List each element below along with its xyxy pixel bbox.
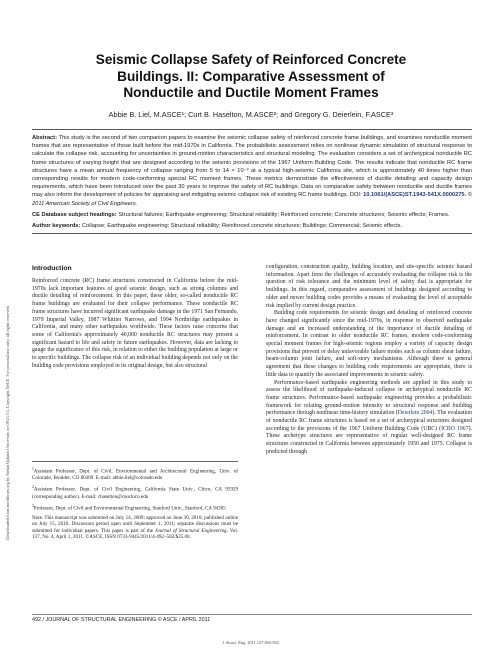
- footnote-1: $^1$Assistant Professor, Dept. of Civil, Environmental and Architectural Engineering, Univ. of Colorado, Boulder, CO 80309. E-mail: abbie.liel@colorado.edu: [32, 467, 238, 482]
- footnote-2: $^2$Assistant Professor, Dept. of Civil Engineering, California State Univ., Chico, CA 95929 (corresponding author). E-mail: chaselton@csuchico.edu: [32, 485, 238, 500]
- right-column: [266, 264, 472, 457]
- author-list: Abbie B. Liel, M.ASCE¹; Curt B. Haselton, M.ASCE²; and Gregory G. Deierlein, F.ASCE³: [108, 110, 394, 119]
- author-keywords: [32, 222, 472, 230]
- left-column: [32, 264, 238, 370]
- subject-headings: [32, 211, 472, 219]
- section-heading-introduction: Introduction: [32, 265, 72, 272]
- intro-paragraph-1: Reinforced concrete (RC) frame structures constructed in California before the mid-1970s lack important features of good seismic design, such as strong columns and ductile detailing of reinforcement. In this paper, these older, so-called nonductile RC frame buildings are evaluated for their collapse performance. These nonductile RC frame structures have incurred significant earthquake damage in the 1971 San Fernando, 1979 Imperial Valley, 1987 Whittier Narrows, and 1994 Northridge earthquakes in California, and many other earthquakes worldwide. These factors raise concerns that some of California's approximately 40,000 nonductile RC structures may present a significant hazard to life and safety in future earthquakes. However, data are lacking to gauge the significance of this risk, in relation to either the building population at large or to specific buildings. The collapse risk of an individual building depends not only on the building code provisions employed in its original design, but also structural: [32, 278, 238, 369]
- journal-name: Journal of Structural Engineering: [155, 527, 227, 534]
- footnote-3: $^3$Professor, Dept. of Civil and Environmental Engineering, Stanford Univ., Stanford, CA 94305: [32, 503, 226, 512]
- abstract: [32, 134, 472, 208]
- paper-title: [30, 52, 472, 102]
- subject-headings-label: CE Database subject headings:: [32, 211, 117, 218]
- subject-headings-text: Structural failures; Earthquake engineering; Structural reliability; Reinforced concrete; Concrete structures; Seismic effects; Frames.: [118, 211, 450, 218]
- abstract-box: [32, 129, 472, 234]
- citation-line: J. Struct. Eng. 2011.137:492-502.: [222, 640, 280, 645]
- body-paragraph-3: Performance-based earthquake engineering methods are applied in this study to assess the likelihood of earthquake-induced collapse in archetypical nonductile RC frame structures. Performance-based earthquake engineering provides a probabilistic framework for relating ground-motion intensity to structural response and building performance through nonlinear time-history simulation (Deierlein 2004). The evaluation of nonductile RC frame structures is based on a set of archetypical structures designed according to the provisions of the 1967 Uniform Building Code (UBC) (ICBO 1967). These archetype structures are representative of regular well-designed RC frame structures constructed in California between approximately 1950 and 1975. Collapse is predicted through: [266, 379, 472, 455]
- footer-divider: [32, 614, 472, 615]
- manuscript-note: Note. This manuscript was submitted on July 14, 2009; approved on June 30, 2010; published online on July 15, 2010. Discussion period open until September 1, 2011; separate discussions must be submitted for individual papers. This paper is part of the Journal of Structural Engineering, Vol. 137, No. 4, April 1, 2011. ©ASCE, ISSN 0733-9445/2011/4-492–502/$25.00.: [32, 514, 239, 541]
- download-notice: Downloaded from ascelibrary.org by Stefan Qubain University on 09/21/13. Copyright ASCE. For personal use only; all rights reserved.: [5, 305, 10, 540]
- page-footer: 492 / JOURNAL OF STRUCTURAL ENGINEERING © ASCE / APRIL 2011: [32, 617, 211, 623]
- doi-link[interactable]: 10.1061/(ASCE)ST.1943-541X.0000275.: [363, 192, 467, 199]
- author-footnotes: [32, 461, 238, 543]
- copyright-notice: © 2011 American Society of Civil Engineers.: [32, 192, 472, 207]
- author-keywords-text: Collapse; Earthquake engineering; Structural reliability; Reinforced concrete structures; Buildings; Commercial; Seismic effects.: [81, 223, 403, 230]
- title-line-1: Seismic Collapse Safety of Reinforced Concrete: [95, 52, 407, 67]
- title-line-3: Nonductile and Ductile Moment Frames: [123, 85, 379, 100]
- title-line-2: Buildings. II: Comparative Assessment of: [117, 68, 385, 84]
- reference-link-deierlein[interactable]: Deierlein 2004: [397, 410, 433, 417]
- abstract-text: This study is the second of two companion papers to examine the seismic collapse safety of reinforced concrete frame buildings, and examines nonductile moment frames that are representative of those built before the mid-1970s in California. The probabilistic assessment relies on nonlinear dynamic simulation of structural response to calculate the collapse risk, accounting for uncertainties in ground-motion characteristics and structural modeling. The evaluation considers a set of archetypical nonductile RC frame structures of varying height that are designed according to the seismic provisions of the 1967 Uniform Building Code. The results indicate that nonductile RC frame structures have a mean annual frequency of collapse ranging from 5 to 14 × 10⁻³ at a typical high-seismic California site, which is approximately 40 times higher than corresponding results for modern code-conforming special RC moment frames. These metrics demonstrate the effectiveness of ductile detailing and capacity design requirements, which have been introduced over the past 30 years to improve the safety of RC buildings. Data on comparative safety between nonductile and ductile frames may also inform the development of policies for appraising and mitigating seismic collapse risk of existing RC frame buildings. DOI:: [32, 135, 472, 199]
- body-paragraph-2: Building code requirements for seismic design and detailing of reinforced concrete have changed significantly since the mid-1970s, in response to observed earthquake damage and an increased understanding of the importance of ductile detailing of reinforcement. In contrast to older nonductile RC frames, modern code-conforming special moment frames for high-seismic regions employ a variety of capacity design provisions that prevent or delay unfavorable failure modes such as column shear failure, beam-column joint failure, and soft-story mechanisms. Although there is general agreement that these changes to building code requirements are appropriate, there is little data to quantify the associated improvements in seismic safety.: [266, 310, 472, 378]
- body-paragraph-1: configuration, construction quality, building location, and site-specific seismic hazard information. Apart from the challenges of accurately evaluating the collapse risk is the question of risk tolerance and the minimum level of safety that is appropriate for buildings. In this regard, comparative assessment of buildings designed according to older and newer building codes provides a means of evaluating the level of acceptable risk implied by current design practice.: [266, 264, 472, 309]
- abstract-label: Abstract:: [32, 135, 57, 141]
- author-keywords-label: Author keywords:: [32, 223, 81, 230]
- reference-link-icbo[interactable]: ICBO 1967: [441, 425, 469, 432]
